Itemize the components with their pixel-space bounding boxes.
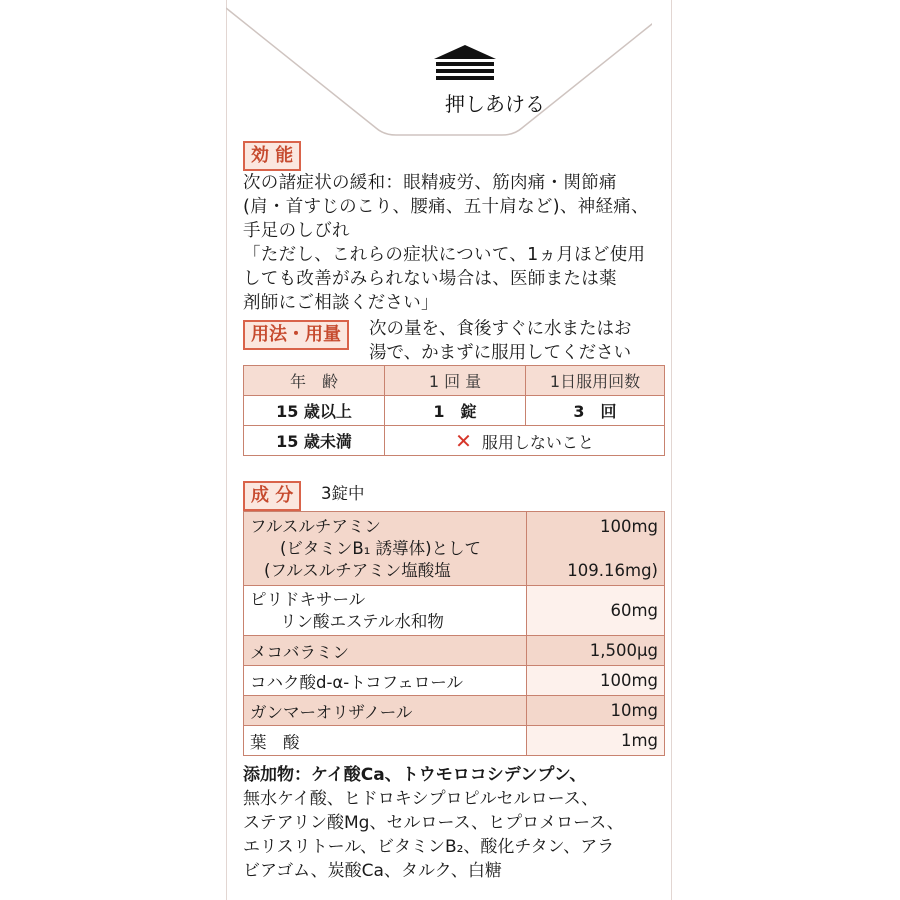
dosage-intro: 次の量を、食後すぐに水またはお (369, 319, 632, 339)
ingredient-amount: 100mg (527, 666, 665, 696)
efficacy-tag: 効 能 (243, 141, 301, 171)
ingredients-tag: 成 分 (243, 481, 301, 511)
ingredient-name: ガンマーオリザノール (244, 696, 527, 726)
ingredient-amount: 60mg (527, 586, 665, 636)
dosage-table (243, 365, 665, 456)
x-mark-icon: ✕ (455, 428, 472, 453)
ingredient-name: 葉 酸 (244, 726, 527, 756)
not-allowed-text: 服用しないこと (481, 432, 594, 452)
not-allowed-cell (385, 426, 665, 456)
ingredient-name-line: ピリドキサール (250, 589, 366, 609)
header-dose: 1 回 量 (385, 366, 526, 396)
ingredient-amount (527, 512, 665, 586)
efficacy-line: (肩・首すじのこり、腰痛、五十肩など)、神経痛、 (243, 197, 649, 217)
ingredient-amount: 10mg (527, 696, 665, 726)
ingredient-row (244, 726, 665, 756)
additives-line: ビアゴム、炭酸Ca、タルク、白糖 (243, 861, 502, 881)
dose-cell: 1 錠 (385, 396, 526, 426)
dosage-row (244, 396, 665, 426)
push-open-label: 押しあける (445, 92, 545, 116)
ingredient-amount-line (533, 538, 658, 560)
efficacy-line: 「ただし、これらの症状について、1ヵ月ほど使用 (243, 245, 646, 265)
ingredient-row (244, 636, 665, 666)
dosage-row (244, 426, 665, 456)
dosage-header-row (244, 366, 665, 396)
ingredient-row (244, 696, 665, 726)
ingredient-name-line: リン酸エステル水和物 (280, 611, 444, 631)
header-age: 年 齢 (244, 366, 385, 396)
efficacy-line: 次の諸症状の緩和：眼精疲労、筋肉痛・関節痛 (243, 173, 617, 193)
ingredient-name (244, 586, 527, 636)
age-cell: 15 歳未満 (244, 426, 385, 456)
efficacy-line: 手足のしびれ (243, 221, 350, 241)
efficacy-line: しても改善がみられない場合は、医師または薬 (243, 269, 617, 289)
ingredient-name-line: (フルスルチアミン塩酸塩 (264, 560, 451, 580)
additives-line: 添加物：ケイ酸Ca、トウモロコシデンプン、 (243, 765, 587, 785)
ingredient-amount: 1,500μg (527, 636, 665, 666)
push-open-flap[interactable] (238, 0, 684, 150)
header-times: 1日服用回数 (526, 366, 665, 396)
ingredient-row (244, 512, 665, 586)
push-up-arrow-icon (430, 43, 500, 87)
dosage-intro: 湯で、かまずに服用してください (369, 343, 632, 363)
additives-line: エリスリトール、ビタミンB₂、酸化チタン、アラ (243, 837, 615, 857)
ingredient-amount-line: 100mg (599, 516, 658, 536)
ingredient-name (244, 512, 527, 586)
ingredients-per: 3錠中 (321, 484, 365, 503)
ingredient-amount: 1mg (527, 726, 665, 756)
times-cell: 3 回 (526, 396, 665, 426)
ingredient-amount-line: 109.16mg) (567, 560, 658, 580)
ingredient-name: メコバラミン (244, 636, 527, 666)
additives-line: 無水ケイ酸、ヒドロキシプロピルセルロース、 (243, 789, 599, 809)
package-content (238, 0, 664, 900)
ingredient-row (244, 586, 665, 636)
ingredient-row (244, 666, 665, 696)
age-cell: 15 歳以上 (244, 396, 385, 426)
ingredient-name-line: (ビタミンB₁ 誘導体)として (280, 538, 482, 558)
efficacy-line: 剤師にご相談ください」 (243, 293, 439, 313)
ingredient-name: コハク酸d-α-トコフェロール (244, 666, 527, 696)
dosage-tag: 用法・用量 (243, 320, 349, 350)
additives-line: ステアリン酸Mg、セルロース、ヒプロメロース、 (243, 813, 624, 833)
ingredients-table (243, 511, 665, 756)
ingredient-name-line: フルスルチアミン (250, 516, 381, 536)
